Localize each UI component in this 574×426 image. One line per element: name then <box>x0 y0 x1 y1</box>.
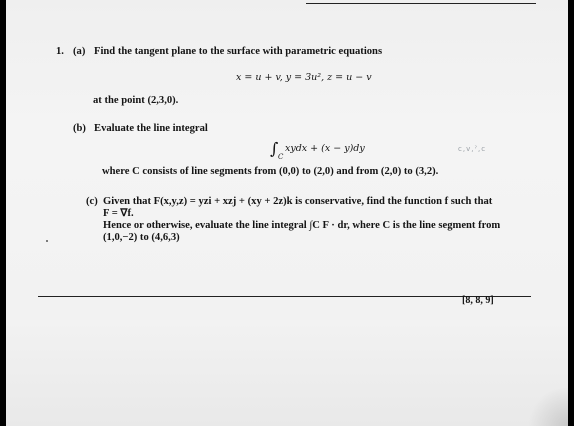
part-a-text: Find the tangent plane to the surface with parametric equations <box>94 46 383 57</box>
faint-marginal-marks: c,v,ˀ,c <box>458 145 487 153</box>
part-b-where: where C consists of line segments from (0,0) to (2,0) and from (2,0) to (3,2). <box>102 166 439 177</box>
corner-shadow <box>528 386 568 426</box>
part-b-label: (b) <box>73 123 86 134</box>
part-c-text-1: Given that F(x,y,z) = yzi + xzj + (xy + 2z)k is conservative, find the function f such that <box>103 196 493 207</box>
part-a-point: at the point (2,3,0). <box>93 95 179 106</box>
integral-subscript: C <box>278 153 284 161</box>
part-c-text-4: (1,0,−2) to (4,6,3) <box>103 232 180 243</box>
integrand: xydx + (x − y)dy <box>285 143 365 154</box>
marks-allocation: [8, 8, 9] <box>462 295 494 306</box>
part-a-label: (a) <box>73 46 86 57</box>
exam-paper <box>6 0 568 426</box>
question-number: 1. <box>56 46 64 57</box>
part-b-text: Evaluate the line integral <box>94 123 208 134</box>
parametric-equations: x = u + v, y = 3u², z = u − v <box>236 72 372 83</box>
top-rule <box>306 3 536 4</box>
stray-dot <box>46 240 48 242</box>
bottom-rule <box>38 296 531 297</box>
part-c-text-2: F = ∇f. <box>103 208 134 219</box>
part-c-label: (c) <box>86 196 98 207</box>
integral-sign: ∫ <box>270 139 279 158</box>
part-c-text-3: Hence or otherwise, evaluate the line integral ∫C F · dr, where C is the line segment from <box>103 220 501 231</box>
